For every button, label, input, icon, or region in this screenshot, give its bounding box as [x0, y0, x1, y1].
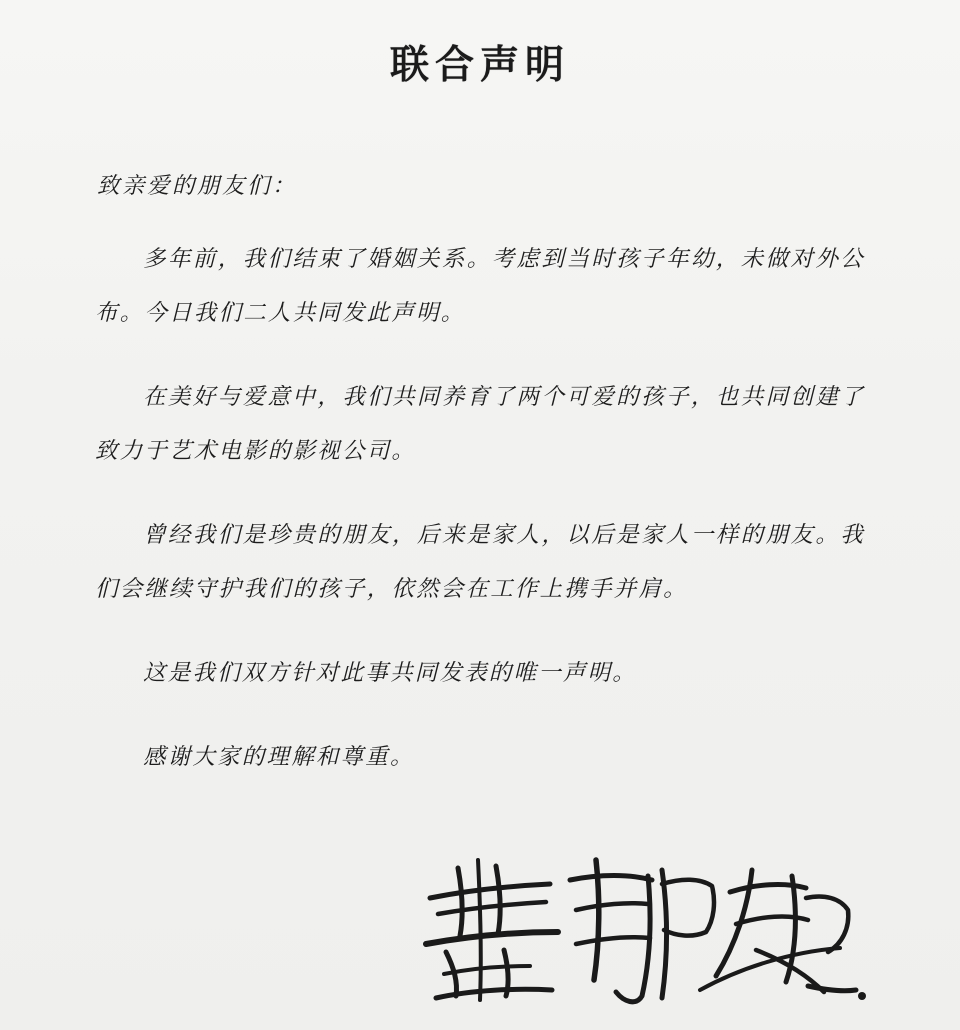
- paragraph-5: 感谢大家的理解和尊重。: [143, 744, 415, 770]
- salutation: 致亲爱的朋友们：: [97, 173, 298, 199]
- signature-area: [0, 840, 960, 1020]
- paragraph-3: 曾经我们是珍贵的朋友，后来是家人，以后是家人一样的朋友。我们会继续守护我们的孩子，依然会在工作上携手并肩。: [95, 522, 865, 602]
- paragraph-4: 这是我们双方针对此事共同发表的唯一声明。: [143, 660, 638, 686]
- paragraph-2: 在美好与爱意中，我们共同养育了两个可爱的孩子，也共同创建了致力于艺术电影的影视公司。: [95, 384, 865, 464]
- document-body: [95, 90, 865, 784]
- paragraph-1: 多年前，我们结束了婚姻关系。考虑到当时孩子年幼，未做对外公布。今日我们二人共同发此声明。: [95, 246, 865, 326]
- page-title: 联合声明: [389, 42, 570, 88]
- handwritten-signature-icon: [400, 840, 870, 1010]
